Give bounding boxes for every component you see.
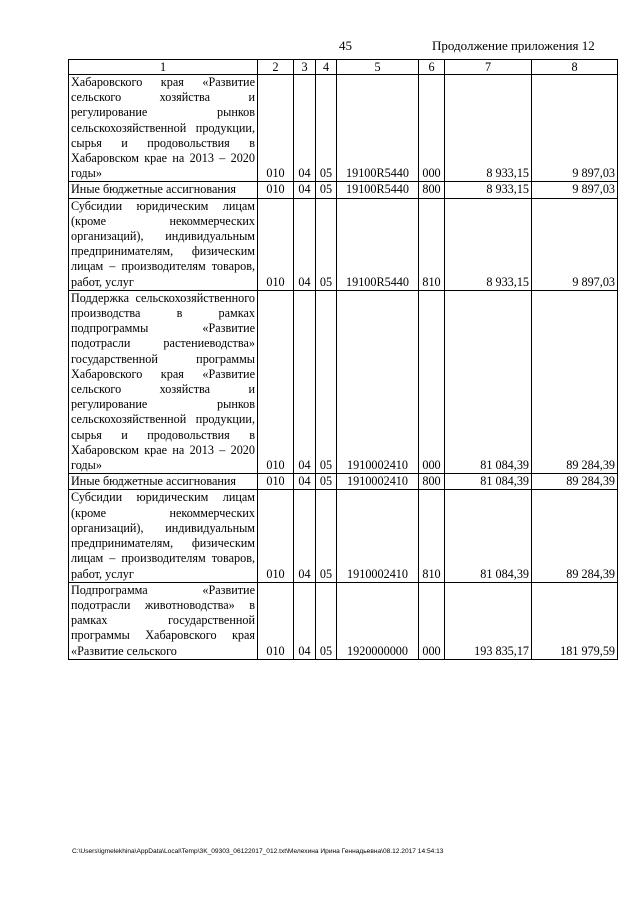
amount-col8: 9 897,03 bbox=[532, 182, 618, 198]
amount-col7: 8 933,15 bbox=[445, 198, 532, 290]
amount-col8: 89 284,39 bbox=[532, 290, 618, 473]
table-header-row bbox=[69, 60, 618, 75]
row-name: Подпрограмма «Развитие подотрасли животноводства» в рамках государственной программы Хабаровского края «Развитие сельского bbox=[69, 582, 258, 659]
column-header: 8 bbox=[532, 60, 618, 75]
column-header: 2 bbox=[258, 60, 294, 75]
table-row bbox=[69, 474, 618, 490]
ministry-code: 010 bbox=[258, 198, 294, 290]
page-number: 45 bbox=[339, 38, 352, 53]
amount-col7: 8 933,15 bbox=[445, 182, 532, 198]
section-code: 04 bbox=[294, 474, 316, 490]
subsection-code: 05 bbox=[316, 474, 337, 490]
expense-type-code: 810 bbox=[419, 490, 445, 582]
expense-type-code: 000 bbox=[419, 582, 445, 659]
subsection-code: 05 bbox=[316, 290, 337, 473]
table-row bbox=[69, 290, 618, 473]
ministry-code: 010 bbox=[258, 474, 294, 490]
section-code: 04 bbox=[294, 582, 316, 659]
table-row bbox=[69, 582, 618, 659]
column-header: 4 bbox=[316, 60, 337, 75]
column-header: 6 bbox=[419, 60, 445, 75]
column-header: 1 bbox=[69, 60, 258, 75]
section-code: 04 bbox=[294, 290, 316, 473]
subsection-code: 05 bbox=[316, 75, 337, 182]
amount-col8: 9 897,03 bbox=[532, 198, 618, 290]
column-header: 5 bbox=[337, 60, 419, 75]
ministry-code: 010 bbox=[258, 582, 294, 659]
amount-col8: 181 979,59 bbox=[532, 582, 618, 659]
expense-type-code: 800 bbox=[419, 182, 445, 198]
subsection-code: 05 bbox=[316, 490, 337, 582]
column-header: 3 bbox=[294, 60, 316, 75]
row-name: Субсидии юридическим лицам (кроме некоммерческих организаций), индивидуальным предпринимателям, физическим лицам – производителям товаров, работ, услуг bbox=[69, 198, 258, 290]
column-header: 7 bbox=[445, 60, 532, 75]
ministry-code: 010 bbox=[258, 290, 294, 473]
amount-col8: 9 897,03 bbox=[532, 75, 618, 182]
expense-type-code: 000 bbox=[419, 75, 445, 182]
section-code: 04 bbox=[294, 75, 316, 182]
target-article-code: 19100R5440 bbox=[337, 75, 419, 182]
table-row bbox=[69, 182, 618, 198]
table-row bbox=[69, 75, 618, 182]
amount-col7: 81 084,39 bbox=[445, 290, 532, 473]
target-article-code: 1910002410 bbox=[337, 290, 419, 473]
section-code: 04 bbox=[294, 490, 316, 582]
file-path-footer: C:\Users\igmelekhina\AppData\Local\Temp\3K_09303_06122017_012.txt\Мелехина Ирина Геннадьевна\08.12.2017 14:54:13 bbox=[72, 848, 444, 855]
target-article-code: 1920000000 bbox=[337, 582, 419, 659]
ministry-code: 010 bbox=[258, 182, 294, 198]
target-article-code: 1910002410 bbox=[337, 490, 419, 582]
amount-col7: 81 084,39 bbox=[445, 474, 532, 490]
row-name: Хабаровского края «Развитие сельского хозяйства и регулирование рынков сельскохозяйственной продукции, сырья и продовольствия в Хабаровском крае на 2013 – 2020 годы» bbox=[69, 75, 258, 182]
subsection-code: 05 bbox=[316, 198, 337, 290]
budget-table bbox=[68, 59, 618, 660]
ministry-code: 010 bbox=[258, 75, 294, 182]
row-name: Субсидии юридическим лицам (кроме некоммерческих организаций), индивидуальным предпринимателям, физическим лицам – производителям товаров, работ, услуг bbox=[69, 490, 258, 582]
target-article-code: 19100R5440 bbox=[337, 198, 419, 290]
row-name: Иные бюджетные ассигнования bbox=[69, 474, 258, 490]
target-article-code: 19100R5440 bbox=[337, 182, 419, 198]
target-article-code: 1910002410 bbox=[337, 474, 419, 490]
section-code: 04 bbox=[294, 182, 316, 198]
subsection-code: 05 bbox=[316, 582, 337, 659]
amount-col7: 81 084,39 bbox=[445, 490, 532, 582]
table-row bbox=[69, 490, 618, 582]
appendix-continuation-heading: Продолжение приложения 12 bbox=[432, 38, 595, 53]
subsection-code: 05 bbox=[316, 182, 337, 198]
amount-col8: 89 284,39 bbox=[532, 474, 618, 490]
amount-col7: 8 933,15 bbox=[445, 75, 532, 182]
row-name: Иные бюджетные ассигнования bbox=[69, 182, 258, 198]
expense-type-code: 810 bbox=[419, 198, 445, 290]
section-code: 04 bbox=[294, 198, 316, 290]
amount-col7: 193 835,17 bbox=[445, 582, 532, 659]
row-name: Поддержка сельскохозяйственного производства в рамках подпрограммы «Развитие подотрасли растениеводства» государственной программы Хабаровского края «Развитие сельского хозяйства и регулирование рынков сельскохозяйственной продукции, сырья и продовольствия в Хабаровском крае на 2013 – 2020 годы» bbox=[69, 290, 258, 473]
expense-type-code: 800 bbox=[419, 474, 445, 490]
table-row bbox=[69, 198, 618, 290]
expense-type-code: 000 bbox=[419, 290, 445, 473]
amount-col8: 89 284,39 bbox=[532, 490, 618, 582]
ministry-code: 010 bbox=[258, 490, 294, 582]
